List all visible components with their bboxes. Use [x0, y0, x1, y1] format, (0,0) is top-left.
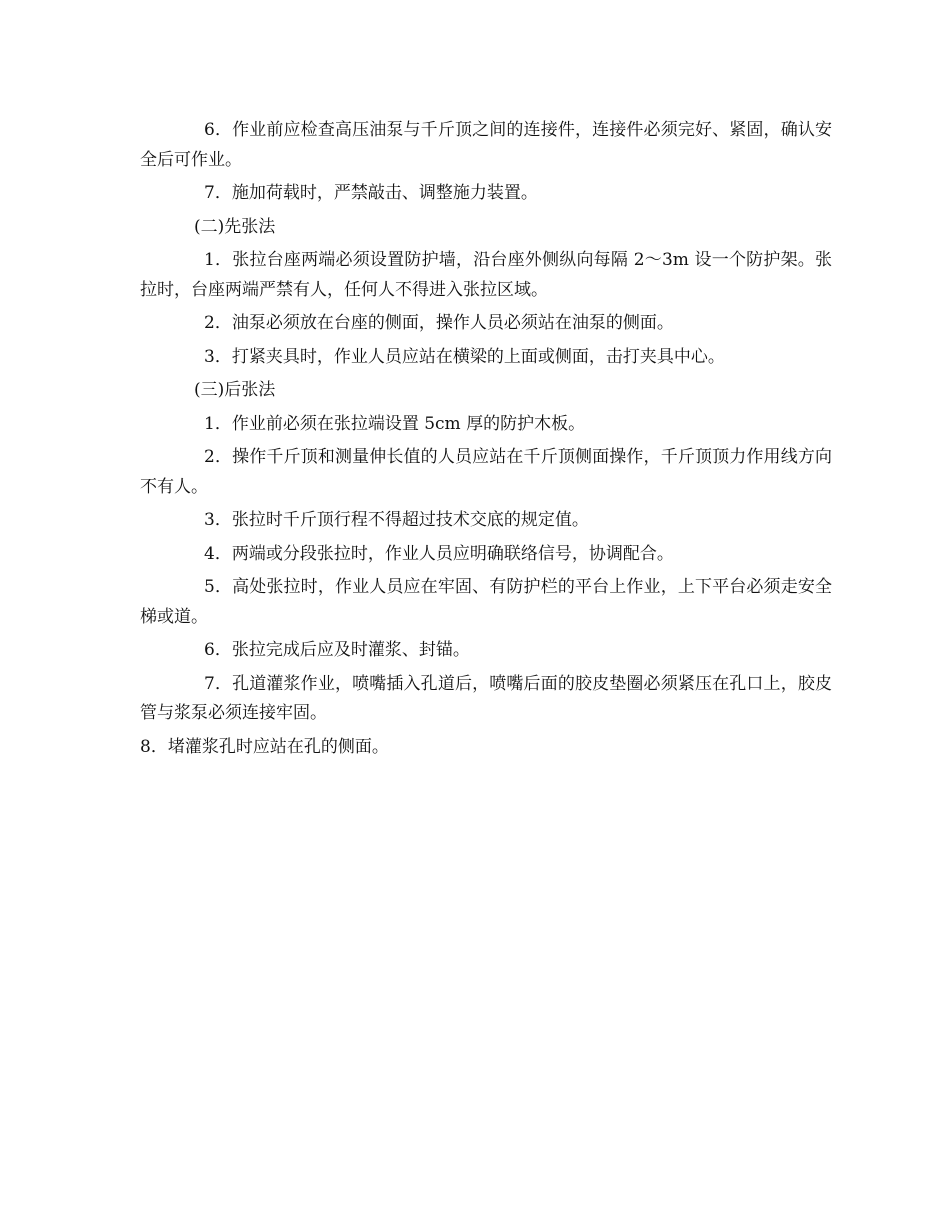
- paragraph-post-5-high-platform: 5．高处张拉时，作业人员应在牢固、有防护栏的平台上作业，上下平台必须走安全梯或道。: [140, 577, 832, 627]
- paragraph-pre-1-protective-wall: 1．张拉台座两端必须设置防护墙，沿台座外侧纵向每隔 2～3m 设一个防护架。张拉时，台座两端严禁有人，任何人不得进入张拉区域。: [140, 250, 832, 300]
- section-heading-pretensioning: (二)先张法: [194, 216, 276, 237]
- paragraph-post-8-plug-hole: 8．堵灌浆孔时应站在孔的侧面。: [140, 736, 389, 757]
- paragraph-item-7-loading: 7．施加荷载时，严禁敲击、调整施力装置。: [204, 183, 538, 203]
- paragraph-post-1-wood-board: 1．作业前必须在张拉端设置 5cm 厚的防护木板。: [204, 413, 586, 434]
- paragraph-pre-3-clamp: 3．打紧夹具时，作业人员应站在横梁的上面或侧面，击打夹具中心。: [204, 346, 725, 367]
- paragraph-post-4-signals: 4．两端或分段张拉时，作业人员应明确联络信号，协调配合。: [204, 543, 674, 564]
- document-body: [140, 116, 832, 766]
- paragraph-post-7-duct-grouting: 7．孔道灌浆作业，喷嘴插入孔道后，喷嘴后面的胶皮垫圈必须紧压在孔口上，胶皮管与浆泵必须连接牢固。: [140, 673, 832, 723]
- paragraph-pre-2-oil-pump: 2．油泵必须放在台座的侧面，操作人员必须站在油泵的侧面。: [204, 313, 674, 333]
- section-heading-posttensioning: (三)后张法: [194, 380, 276, 400]
- paragraph-post-3-jack-stroke: 3．张拉时千斤顶行程不得超过技术交底的规定值。: [204, 510, 589, 530]
- paragraph-post-6-grouting: 6．张拉完成后应及时灌浆、封锚。: [204, 640, 470, 660]
- paragraph-post-2-jack-operation: 2．操作千斤顶和测量伸长值的人员应站在千斤顶侧面操作，千斤顶顶力作用线方向不有人。: [140, 447, 832, 497]
- paragraph-item-6-connection-check: 6．作业前应检查高压油泵与千斤顶之间的连接件，连接件必须完好、紧固，确认安全后可作业。: [140, 120, 832, 170]
